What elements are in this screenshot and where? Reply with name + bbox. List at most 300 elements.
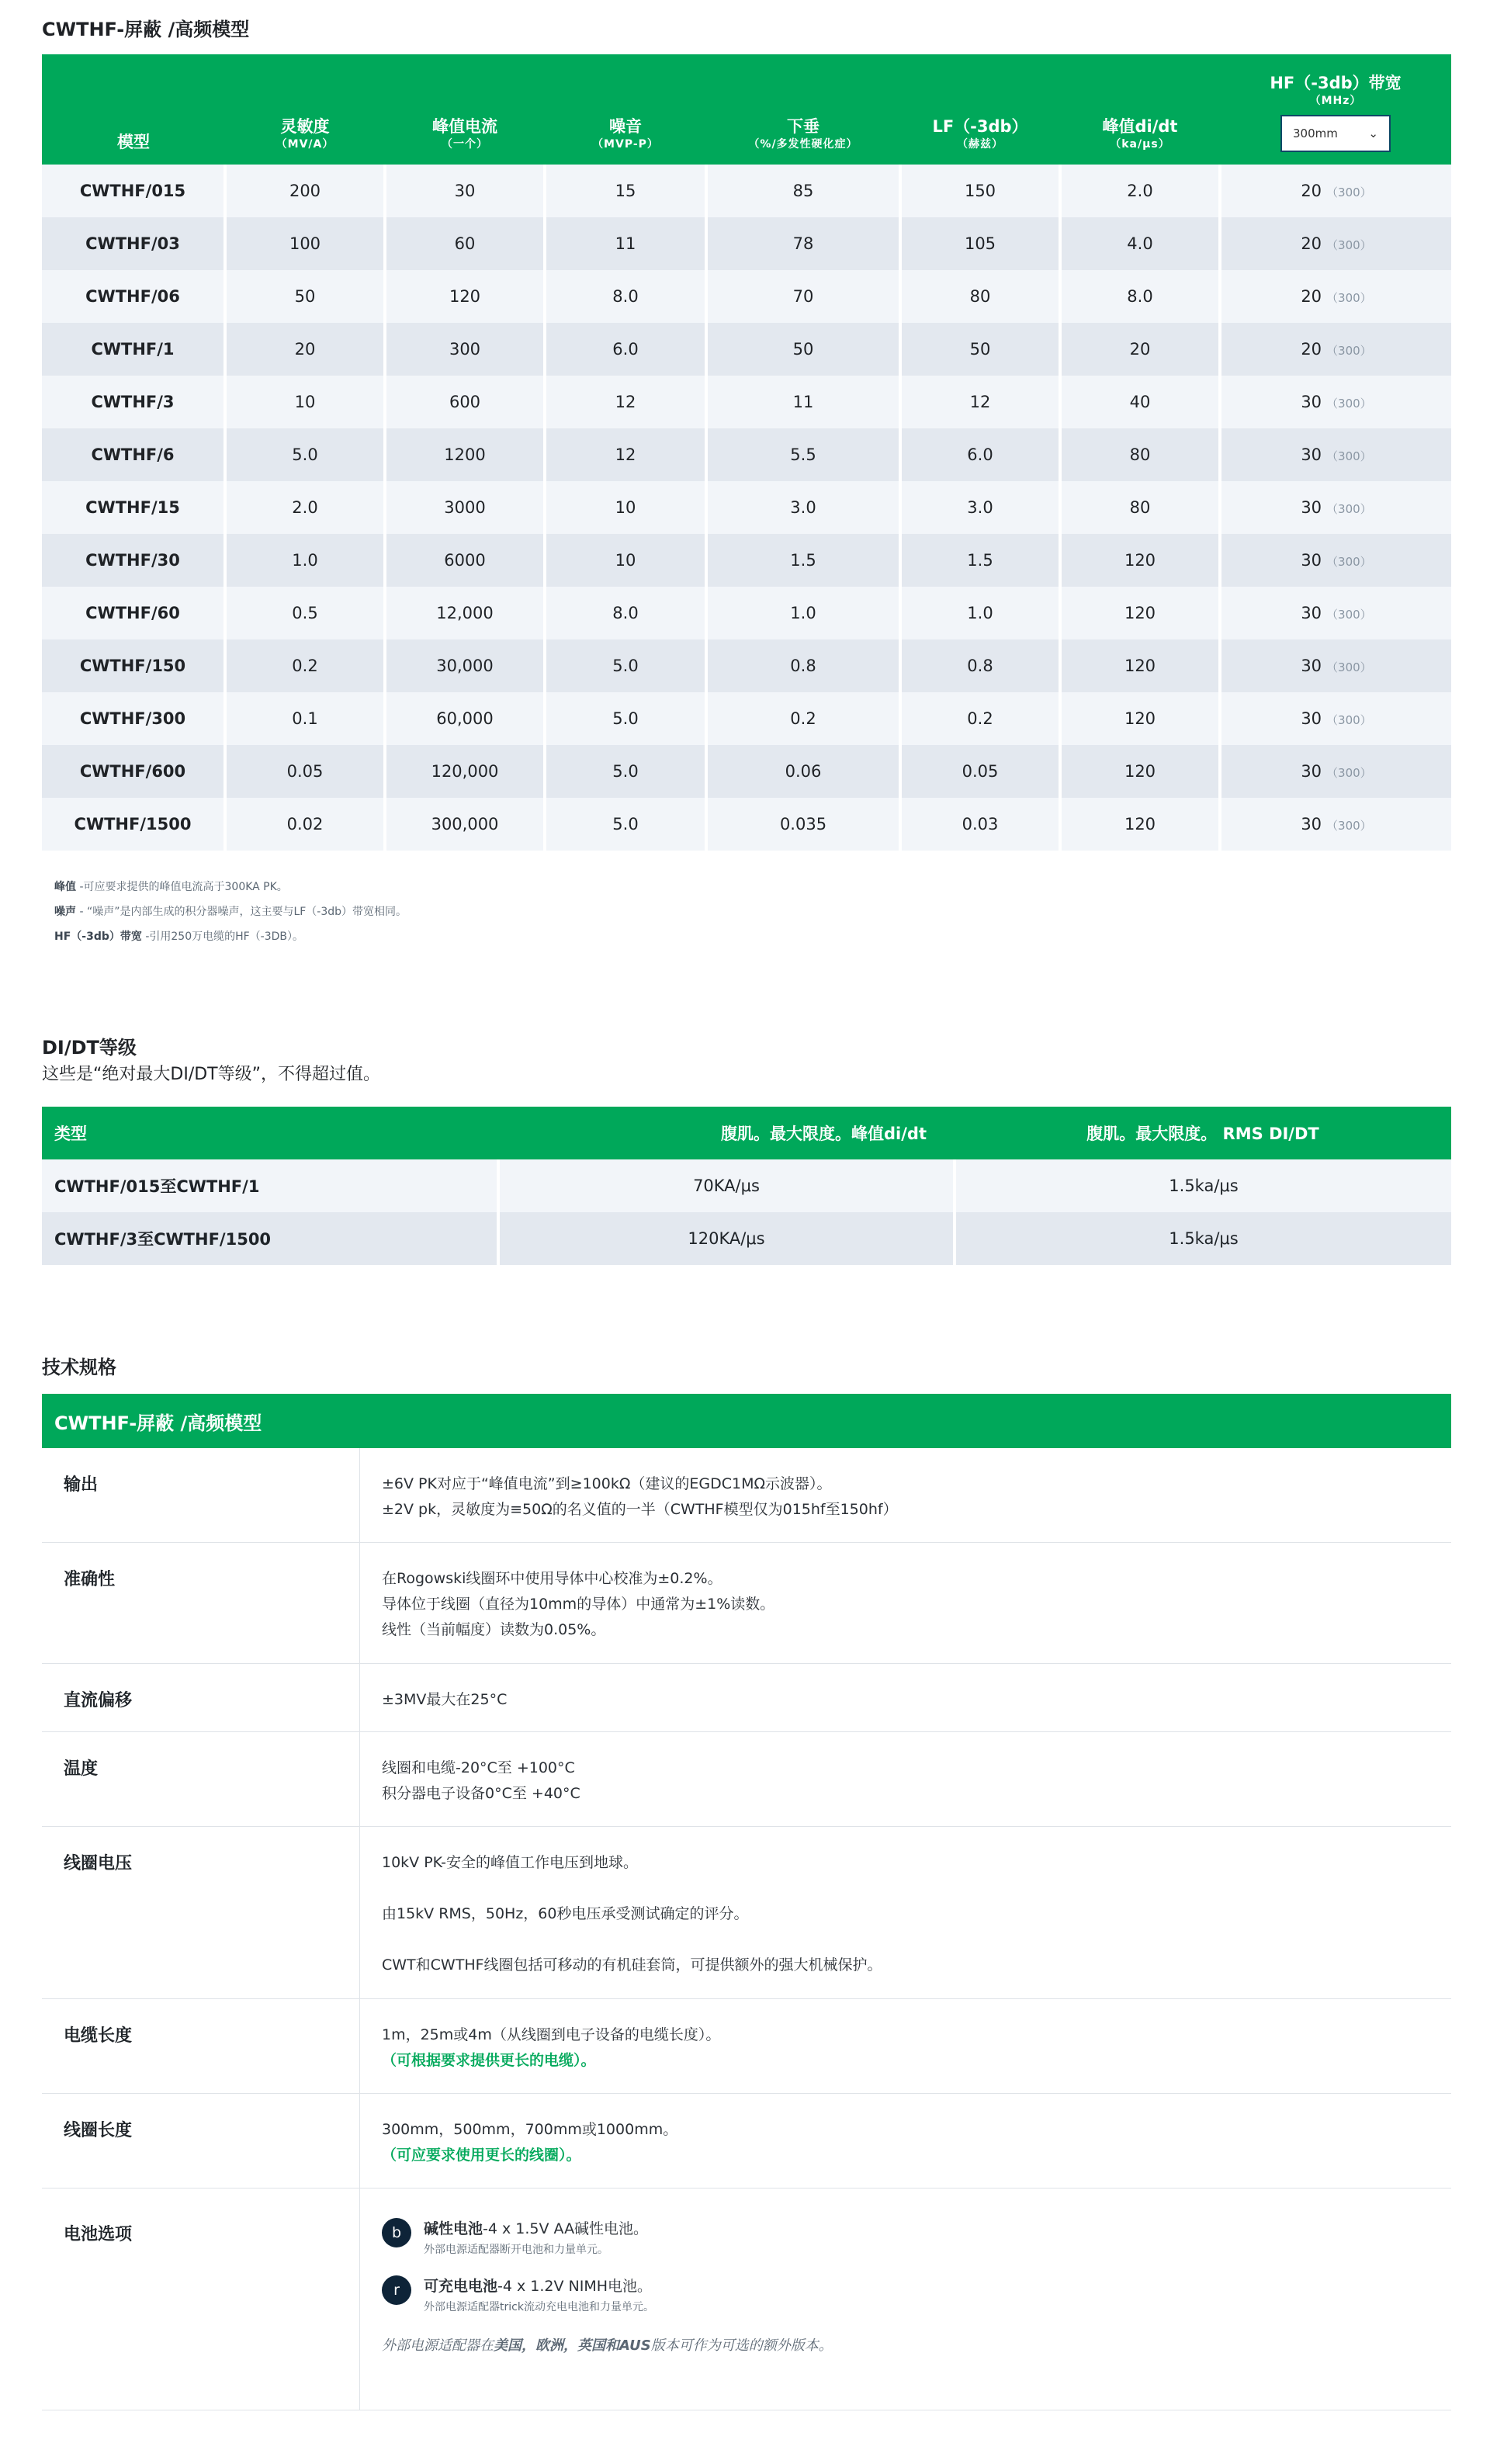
didt-cell	[1060, 745, 1220, 798]
hf-cell	[1220, 798, 1451, 851]
spec-row-dc-offset	[42, 1664, 1451, 1732]
peak-current-cell	[385, 428, 545, 481]
model-value: CWTHF/150	[79, 657, 186, 675]
lf-value: 0.03	[962, 815, 999, 833]
noise-cell	[545, 217, 706, 270]
didt-cell	[1060, 587, 1220, 639]
didt-table-wrap	[42, 1107, 1451, 1265]
didt-value: 120	[1124, 604, 1156, 622]
sensitivity-cell	[225, 376, 385, 428]
droop-value: 0.8	[790, 657, 816, 675]
peak-current-cell	[385, 323, 545, 376]
spec-line: 300mm，500mm，700mm或1000mm。	[382, 2121, 678, 2138]
hf-value: 30	[1301, 657, 1322, 675]
spec-label: 直流偏移	[42, 1664, 360, 1731]
didt-cell	[1060, 428, 1220, 481]
droop-cell	[706, 481, 900, 534]
table-row	[42, 798, 1451, 851]
didt-col-rms: 腹肌。最大限度。 RMS DI/DT	[1086, 1125, 1319, 1143]
section-title-specs: 技术规格	[42, 1357, 116, 1378]
spec-label: 线圈电压	[42, 1827, 360, 1998]
peak-current-value: 120,000	[431, 762, 499, 781]
hf-300mm-note: （300）	[1326, 449, 1372, 463]
lf-cell	[900, 587, 1060, 639]
sensitivity-value: 100	[289, 234, 321, 253]
spec-content	[360, 2094, 1451, 2188]
didt-cell	[1060, 270, 1220, 323]
lf-value: 80	[969, 287, 991, 306]
hf-300mm-note: （300）	[1326, 185, 1372, 199]
hf-300mm-note: （300）	[1326, 766, 1372, 780]
droop-cell	[706, 428, 900, 481]
peak-current-cell	[385, 534, 545, 587]
lf-cell	[900, 217, 1060, 270]
didt-value: 40	[1129, 393, 1151, 411]
sensitivity-value: 0.5	[292, 604, 318, 622]
model-value: CWTHF/1	[91, 340, 175, 359]
col-header-droop: 下垂 （%/多发性硬化症）	[748, 117, 858, 151]
lf-value: 105	[964, 234, 996, 253]
peak-current-cell	[385, 692, 545, 745]
spec-label: 线圈长度	[42, 2094, 360, 2188]
battery-desc: 外部电源适配器断开电池和力量单元。	[424, 2244, 608, 2256]
noise-cell	[545, 270, 706, 323]
lf-value: 3.0	[967, 498, 993, 517]
spec-row-coil-voltage	[42, 1827, 1451, 1999]
col-header-peak-current: 峰值电流 （一个）	[432, 117, 497, 151]
spec-row-battery	[42, 2188, 1451, 2410]
peak-current-value: 60	[454, 234, 476, 253]
hf-cell	[1220, 534, 1451, 587]
noise-cell	[545, 692, 706, 745]
didt-table	[42, 1107, 1451, 1265]
sensitivity-cell	[225, 534, 385, 587]
hf-cell	[1220, 165, 1451, 217]
battery-badge: r	[382, 2275, 411, 2305]
spec-line: 积分器电子设备0°C至 +40°C	[382, 1785, 580, 1802]
section-didt	[42, 1032, 1451, 1085]
spec-content	[360, 1664, 1451, 1731]
hf-300mm-note: （300）	[1326, 819, 1372, 833]
lf-cell	[900, 270, 1060, 323]
specs-table-title: CWTHF-屏蔽 /高频模型	[42, 1394, 1451, 1448]
lf-cell	[900, 534, 1060, 587]
droop-value: 78	[792, 234, 814, 253]
hf-300mm-note: （300）	[1326, 713, 1372, 727]
battery-name: 碱性电池	[424, 2220, 483, 2237]
hf-cell	[1220, 639, 1451, 692]
didt-cell	[1060, 481, 1220, 534]
lf-value: 6.0	[967, 445, 993, 464]
spec-content	[360, 1999, 1451, 2093]
sensitivity-cell	[225, 639, 385, 692]
spec-line: CWT和CWTHF线圈包括可移动的有机硅套筒，可提供额外的强大机械保护。	[382, 1956, 882, 1974]
didt-rms-cell: 1.5ka/μs	[955, 1212, 1451, 1265]
spec-row-temperature	[42, 1732, 1451, 1827]
lf-cell	[900, 692, 1060, 745]
droop-value: 85	[792, 182, 814, 200]
didt-type-cell: CWTHF/3至CWTHF/1500	[42, 1212, 498, 1265]
peak-current-cell	[385, 270, 545, 323]
hf-300mm-note: （300）	[1326, 344, 1372, 358]
table-row	[42, 639, 1451, 692]
spec-content	[360, 1448, 1451, 1542]
spec-line: 由15kV RMS，50Hz，60秒电压承受测试确定的评分。	[382, 1905, 749, 1922]
noise-value: 11	[615, 234, 636, 253]
noise-cell	[545, 165, 706, 217]
spec-row-cable-length	[42, 1999, 1451, 2094]
peak-current-value: 30,000	[436, 657, 494, 675]
model-cell	[42, 481, 225, 534]
droop-value: 5.5	[790, 445, 816, 464]
sensitivity-value: 0.05	[286, 762, 324, 781]
peak-current-value: 12,000	[436, 604, 494, 622]
spec-line: 1m，25m或4m（从线圈到电子设备的电缆长度）。	[382, 2026, 721, 2043]
droop-value: 70	[792, 287, 814, 306]
spec-line-highlight: （可应要求使用更长的线圈）。	[382, 2147, 581, 2164]
spec-line: 10kV PK-安全的峰值工作电压到地球。	[382, 1854, 638, 1871]
lf-value: 150	[964, 182, 996, 200]
hf-value: 20	[1301, 234, 1322, 253]
models-table-body	[42, 165, 1451, 851]
sensitivity-cell	[225, 587, 385, 639]
noise-cell	[545, 745, 706, 798]
didt-value: 120	[1124, 709, 1156, 728]
table-row	[42, 1159, 1451, 1212]
spec-row-coil-length	[42, 2094, 1451, 2188]
noise-cell	[545, 428, 706, 481]
spec-row-accuracy	[42, 1543, 1451, 1664]
didt-value: 20	[1129, 340, 1151, 359]
droop-cell	[706, 639, 900, 692]
hf-300mm-note: （300）	[1326, 660, 1372, 674]
col-header-lf: LF（-3db） （赫兹）	[932, 117, 1028, 151]
hf-value: 30	[1301, 445, 1322, 464]
table-row	[42, 165, 1451, 217]
spec-content	[360, 1543, 1451, 1663]
table-row	[42, 1212, 1451, 1265]
hf-cell	[1220, 745, 1451, 798]
lf-value: 0.2	[967, 709, 993, 728]
hf-value: 30	[1301, 551, 1322, 570]
noise-value: 8.0	[612, 287, 639, 306]
didt-col-type: 类型	[54, 1125, 87, 1143]
spec-line: ±2V pk，灵敏度为≡50Ω的名义值的一半（CWTHF模型仅为015hf至150hf）	[382, 1501, 898, 1518]
peak-current-value: 120	[449, 287, 481, 306]
coil-length-select-value: 300mm	[1293, 126, 1338, 140]
chevron-down-icon: ⌄	[1368, 126, 1378, 140]
noise-value: 5.0	[612, 709, 639, 728]
lf-value: 0.05	[962, 762, 999, 781]
model-cell	[42, 587, 225, 639]
lf-value: 12	[969, 393, 991, 411]
lf-value: 1.5	[967, 551, 993, 570]
col-header-noise: 噪音 （MVP-P）	[592, 117, 659, 151]
coil-length-select[interactable]	[1280, 115, 1391, 152]
model-cell	[42, 428, 225, 481]
didt-cell	[1060, 217, 1220, 270]
sensitivity-cell	[225, 481, 385, 534]
battery-spec: -4 x 1.5V AA碱性电池。	[483, 2220, 649, 2237]
note-noise: 噪声 - “噪声”是内部生成的积分器噪声，这主要与LF（-3db）带宽相同。	[54, 906, 407, 918]
table-row	[42, 323, 1451, 376]
hf-300mm-note: （300）	[1326, 555, 1372, 569]
hf-value: 20	[1301, 340, 1322, 359]
noise-cell	[545, 323, 706, 376]
sensitivity-value: 1.0	[292, 551, 318, 570]
spec-label: 温度	[42, 1732, 360, 1826]
table-row	[42, 745, 1451, 798]
didt-cell	[1060, 534, 1220, 587]
didt-table-header	[42, 1107, 1451, 1159]
noise-value: 10	[615, 551, 636, 570]
lf-cell	[900, 745, 1060, 798]
table-row	[42, 587, 1451, 639]
model-value: CWTHF/15	[85, 498, 180, 517]
droop-value: 1.5	[790, 551, 816, 570]
droop-cell	[706, 376, 900, 428]
didt-col-peak: 腹肌。最大限度。峰值di/dt	[721, 1125, 927, 1143]
hf-value: 20	[1301, 287, 1322, 306]
model-cell	[42, 745, 225, 798]
sensitivity-cell	[225, 798, 385, 851]
peak-current-cell	[385, 376, 545, 428]
hf-cell	[1220, 323, 1451, 376]
droop-cell	[706, 165, 900, 217]
models-notes	[42, 875, 1451, 949]
hf-value: 30	[1301, 604, 1322, 622]
peak-current-value: 300,000	[431, 815, 499, 833]
sensitivity-cell	[225, 692, 385, 745]
didt-cell	[1060, 165, 1220, 217]
hf-value: 30	[1301, 762, 1322, 781]
didt-cell	[1060, 798, 1220, 851]
noise-value: 8.0	[612, 604, 639, 622]
models-table-wrap	[42, 54, 1451, 851]
section-models	[42, 14, 1451, 41]
model-value: CWTHF/1500	[74, 815, 192, 833]
noise-cell	[545, 639, 706, 692]
didt-value: 8.0	[1127, 287, 1153, 306]
droop-cell	[706, 534, 900, 587]
model-value: CWTHF/6	[91, 445, 175, 464]
didt-value: 80	[1129, 445, 1151, 464]
didt-type-cell: CWTHF/015至CWTHF/1	[42, 1159, 498, 1212]
hf-300mm-note: （300）	[1326, 608, 1372, 622]
table-row	[42, 534, 1451, 587]
spec-line: 在Rogowski线圈环中使用导体中心校准为±0.2%。	[382, 1570, 722, 1587]
models-table	[42, 54, 1451, 851]
didt-cell	[1060, 323, 1220, 376]
sensitivity-value: 200	[289, 182, 321, 200]
model-value: CWTHF/015	[79, 182, 186, 200]
droop-value: 1.0	[790, 604, 816, 622]
hf-value: 30	[1301, 393, 1322, 411]
sensitivity-value: 50	[294, 287, 316, 306]
peak-current-value: 3000	[444, 498, 486, 517]
hf-value: 30	[1301, 709, 1322, 728]
didt-table-body	[42, 1159, 1451, 1265]
droop-cell	[706, 217, 900, 270]
sensitivity-cell	[225, 745, 385, 798]
models-table-header	[42, 54, 1451, 165]
hf-300mm-note: （300）	[1326, 502, 1372, 516]
col-header-sensitivity: 灵敏度 （MV/A）	[275, 117, 334, 151]
spec-content	[360, 1827, 1451, 1998]
lf-cell	[900, 165, 1060, 217]
droop-value: 50	[792, 340, 814, 359]
didt-peak-cell: 70KA/μs	[498, 1159, 955, 1212]
lf-cell	[900, 323, 1060, 376]
model-value: CWTHF/60	[85, 604, 180, 622]
note-peak: 峰值 -可应要求提供的峰值电流高于300KA PK。	[54, 881, 288, 893]
spec-line: 线性（当前幅度）读数为0.05%。	[382, 1621, 606, 1638]
peak-current-value: 1200	[444, 445, 486, 464]
battery-option-rechargeable	[382, 2275, 1451, 2317]
battery-badge: b	[382, 2218, 411, 2247]
droop-cell	[706, 270, 900, 323]
noise-cell	[545, 481, 706, 534]
spec-line-highlight: （可根据要求提供更长的电缆）。	[382, 2052, 596, 2069]
didt-peak-cell: 120KA/μs	[498, 1212, 955, 1265]
spec-row-output	[42, 1448, 1451, 1543]
lf-cell	[900, 376, 1060, 428]
droop-value: 0.06	[785, 762, 822, 781]
hf-cell	[1220, 692, 1451, 745]
peak-current-cell	[385, 165, 545, 217]
noise-value: 12	[615, 445, 636, 464]
table-row	[42, 376, 1451, 428]
peak-current-cell	[385, 481, 545, 534]
section-title-didt: DI/DT等级	[42, 1037, 137, 1059]
sensitivity-value: 5.0	[292, 445, 318, 464]
hf-value: 30	[1301, 498, 1322, 517]
noise-value: 5.0	[612, 657, 639, 675]
peak-current-value: 60,000	[436, 709, 494, 728]
spec-content	[360, 1732, 1451, 1826]
droop-cell	[706, 798, 900, 851]
droop-cell	[706, 745, 900, 798]
spec-line: ±3MV最大在25°C	[382, 1691, 508, 1708]
hf-300mm-note: （300）	[1326, 397, 1372, 411]
noise-value: 6.0	[612, 340, 639, 359]
spec-content	[360, 2188, 1451, 2410]
noise-cell	[545, 798, 706, 851]
peak-current-cell	[385, 745, 545, 798]
didt-cell	[1060, 692, 1220, 745]
noise-cell	[545, 587, 706, 639]
peak-current-cell	[385, 217, 545, 270]
lf-value: 50	[969, 340, 991, 359]
didt-value: 4.0	[1127, 234, 1153, 253]
model-cell	[42, 639, 225, 692]
hf-value: 20	[1301, 182, 1322, 200]
noise-value: 12	[615, 393, 636, 411]
section-specs	[42, 1352, 1451, 1379]
didt-value: 120	[1124, 762, 1156, 781]
spec-line: ±6V PK对应于“峰值电流”到≥100kΩ（建议的EGDC1MΩ示波器）。	[382, 1475, 832, 1492]
section-subtitle-didt: 这些是“绝对最大DI/DT等级”，不得超过值。	[42, 1065, 381, 1084]
didt-cell	[1060, 376, 1220, 428]
droop-cell	[706, 323, 900, 376]
model-cell	[42, 323, 225, 376]
didt-value: 80	[1129, 498, 1151, 517]
peak-current-value: 300	[449, 340, 481, 359]
lf-cell	[900, 798, 1060, 851]
noise-cell	[545, 376, 706, 428]
sensitivity-cell	[225, 165, 385, 217]
model-cell	[42, 376, 225, 428]
spec-line: 线圈和电缆-20°C至 +100°C	[382, 1759, 575, 1776]
lf-cell	[900, 639, 1060, 692]
sensitivity-cell	[225, 270, 385, 323]
table-row	[42, 481, 1451, 534]
lf-value: 0.8	[967, 657, 993, 675]
model-cell	[42, 270, 225, 323]
noise-value: 10	[615, 498, 636, 517]
peak-current-value: 6000	[444, 551, 486, 570]
droop-cell	[706, 692, 900, 745]
spec-label: 电池选项	[42, 2188, 360, 2410]
peak-current-value: 600	[449, 393, 481, 411]
sensitivity-cell	[225, 428, 385, 481]
table-row	[42, 692, 1451, 745]
spec-label: 电缆长度	[42, 1999, 360, 2093]
sensitivity-value: 10	[294, 393, 316, 411]
sensitivity-value: 2.0	[292, 498, 318, 517]
didt-value: 120	[1124, 815, 1156, 833]
model-cell	[42, 217, 225, 270]
hf-cell	[1220, 428, 1451, 481]
hf-cell	[1220, 217, 1451, 270]
battery-name: 可充电电池	[424, 2278, 498, 2295]
model-cell	[42, 165, 225, 217]
hf-300mm-note: （300）	[1326, 291, 1372, 305]
hf-cell	[1220, 587, 1451, 639]
peak-current-cell	[385, 639, 545, 692]
hf-300mm-note: （300）	[1326, 238, 1372, 252]
hf-value: 30	[1301, 815, 1322, 833]
note-hf: HF（-3db）带宽 -引用250万电缆的HF（-3DB）。	[54, 930, 304, 943]
model-value: CWTHF/06	[85, 287, 180, 306]
hf-cell	[1220, 481, 1451, 534]
col-header-didt: 峰值di/dt （ka/μs）	[1102, 117, 1178, 151]
spec-line: 导体位于线圈（直径为10mm的导体）中通常为±1%读数。	[382, 1596, 775, 1613]
peak-current-cell	[385, 587, 545, 639]
noise-value: 5.0	[612, 815, 639, 833]
sensitivity-cell	[225, 217, 385, 270]
sensitivity-value: 20	[294, 340, 316, 359]
battery-footer: 外部电源适配器在美国，欧洲，英国和AUS版本可作为可选的额外版本。	[382, 2338, 833, 2354]
model-value: CWTHF/300	[79, 709, 186, 728]
sensitivity-value: 0.2	[292, 657, 318, 675]
didt-value: 120	[1124, 657, 1156, 675]
hf-cell	[1220, 270, 1451, 323]
sensitivity-cell	[225, 323, 385, 376]
droop-value: 3.0	[790, 498, 816, 517]
model-cell	[42, 798, 225, 851]
noise-value: 15	[615, 182, 636, 200]
lf-cell	[900, 481, 1060, 534]
spec-label: 输出	[42, 1448, 360, 1542]
didt-cell	[1060, 639, 1220, 692]
noise-value: 5.0	[612, 762, 639, 781]
didt-value: 120	[1124, 551, 1156, 570]
spec-label: 准确性	[42, 1543, 360, 1663]
droop-value: 0.2	[790, 709, 816, 728]
model-cell	[42, 692, 225, 745]
table-row	[42, 217, 1451, 270]
